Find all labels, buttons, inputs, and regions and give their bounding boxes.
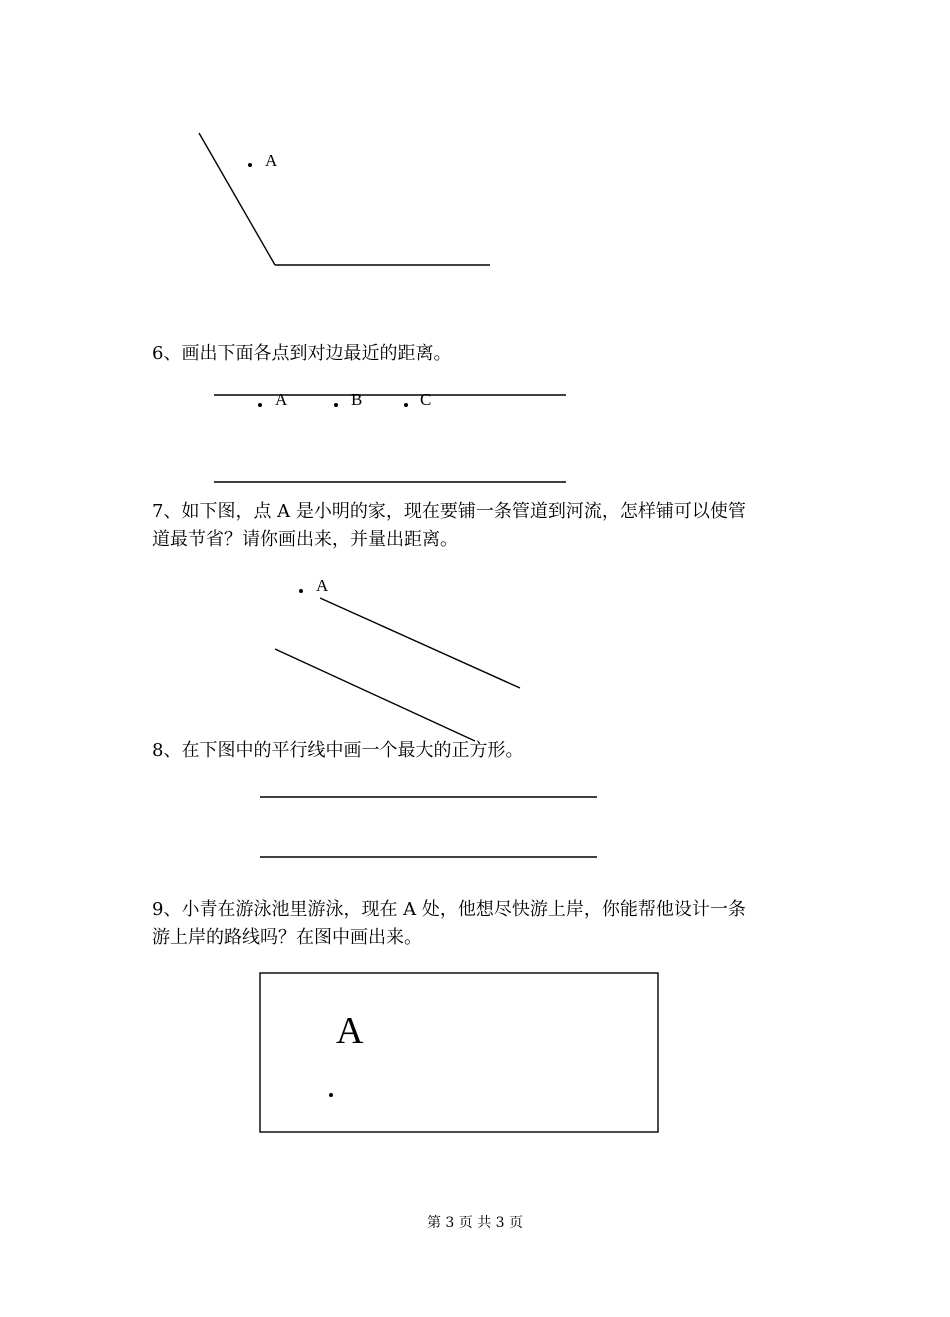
angle-slanted-side: [199, 133, 278, 265]
q6-point-c-dot: [404, 403, 408, 407]
q6-figure: [214, 395, 566, 482]
angle-point-a-label: A: [265, 151, 278, 170]
q7-figure: [275, 589, 520, 741]
angle-figure: [199, 133, 490, 265]
q9-pool-rectangle: [260, 973, 658, 1132]
q6-point-a-dot: [258, 403, 262, 407]
angle-point-a-dot: [248, 163, 252, 167]
q6-point-b-dot: [334, 403, 338, 407]
q9-point-a-dot: [329, 1093, 333, 1097]
q9-figure: [260, 973, 658, 1132]
q6-instruction: 6、画出下面各点到对边最近的距离。: [152, 343, 452, 364]
q7-river-line-upper: [320, 598, 520, 688]
q6-point-c-label: C: [420, 390, 432, 409]
q8-figure: [260, 797, 597, 857]
q6-point-b-label: B: [351, 390, 363, 409]
q7-point-a-label: A: [316, 576, 329, 595]
q7-river-line-lower: [275, 649, 475, 741]
q9-instruction-line2: 游上岸的路线吗？在图中画出来。: [152, 927, 422, 948]
q9-instruction-line1: 9、小青在游泳池里游泳，现在 A 处，他想尽快游上岸，你能帮他设计一条: [152, 899, 746, 920]
q7-point-a-dot: [299, 589, 303, 593]
q7-instruction-line2: 道最节省？请你画出来，并量出距离。: [152, 529, 458, 550]
q9-point-a-label: A: [336, 1010, 364, 1052]
page-footer: 第 3 页 共 3 页: [426, 1215, 524, 1231]
q7-instruction-line1: 7、如下图，点 A 是小明的家，现在要铺一条管道到河流，怎样铺可以使管: [152, 501, 746, 522]
q6-point-a-label: A: [275, 390, 288, 409]
q8-instruction: 8、在下图中的平行线中画一个最大的正方形。: [152, 740, 524, 761]
